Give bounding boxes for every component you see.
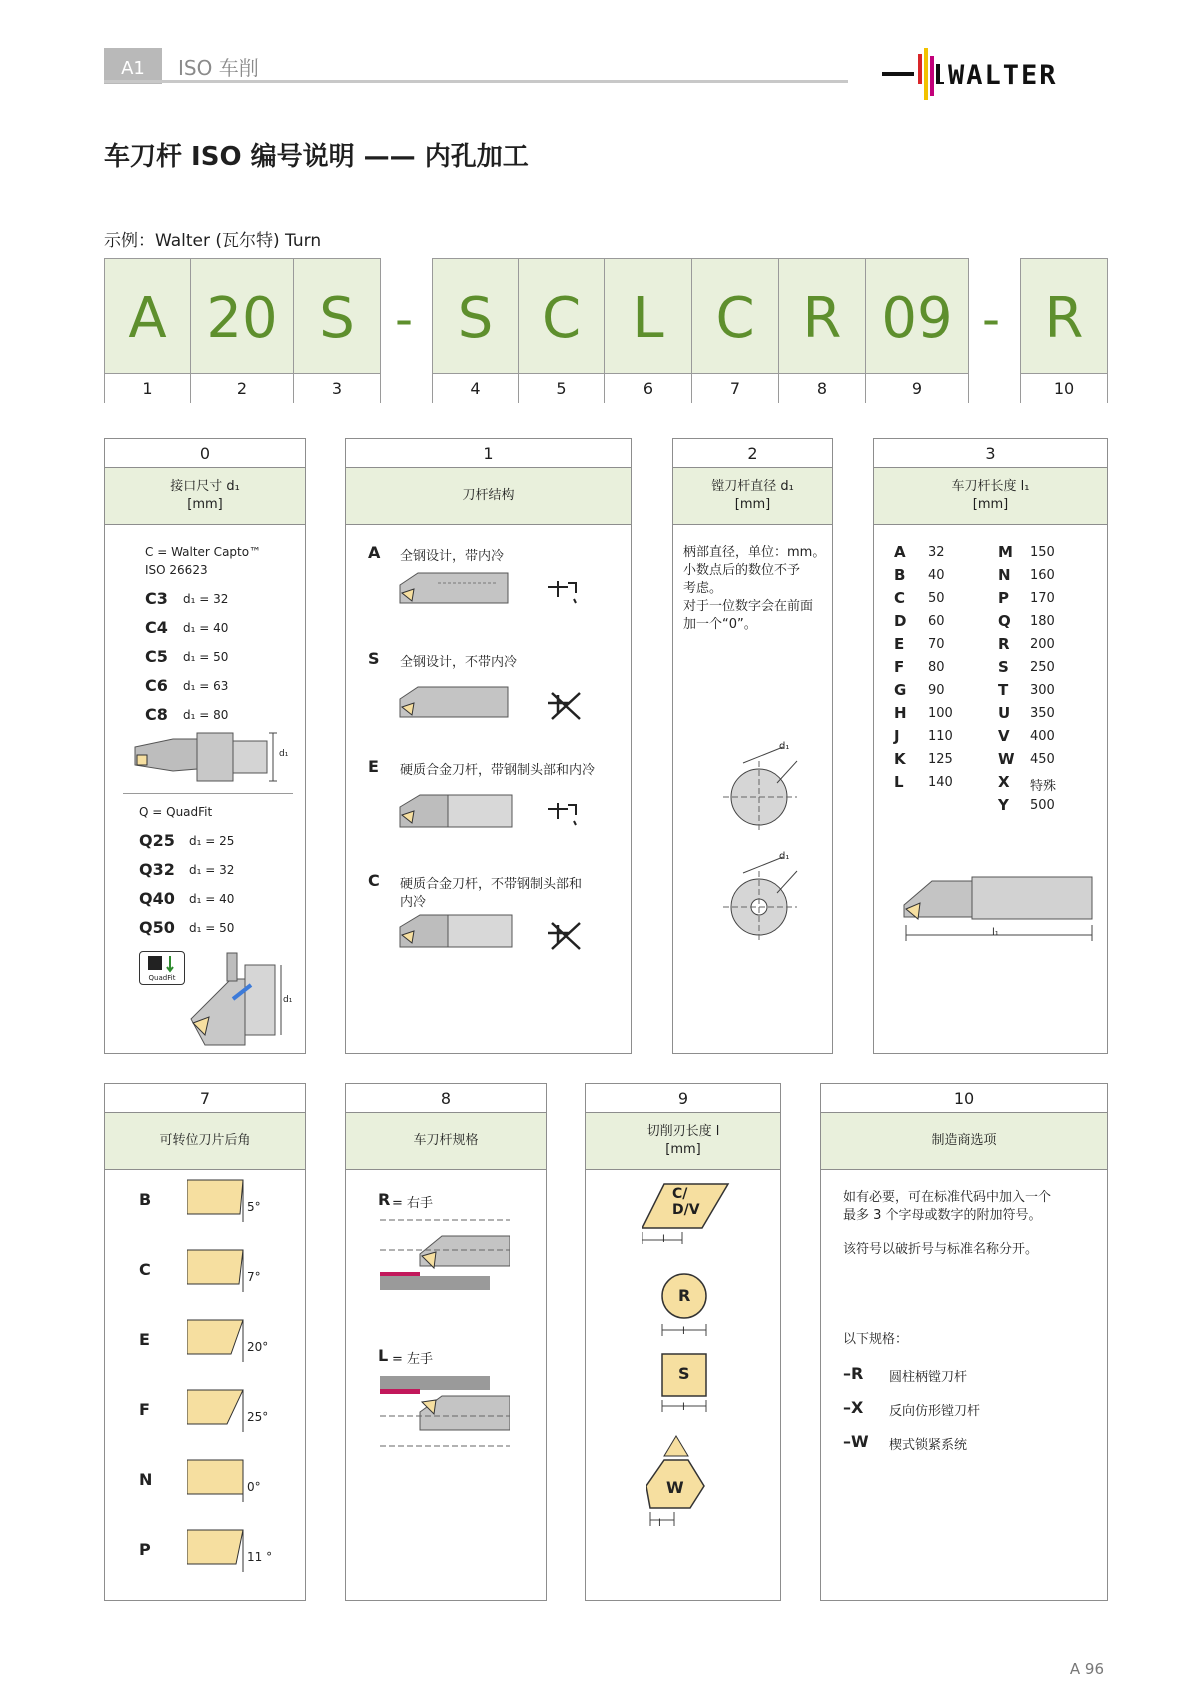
panel-number: 1: [346, 439, 631, 468]
code-num: 7: [692, 374, 778, 403]
right-hand-illustration: [380, 1214, 510, 1294]
code-char: S: [294, 259, 380, 374]
length-code: Y: [998, 796, 1009, 814]
length-code: R: [998, 635, 1010, 653]
length-code: M: [998, 543, 1013, 561]
insert-shape-cdv: [642, 1182, 732, 1252]
length-value: 32: [928, 545, 945, 560]
length-code: U: [998, 704, 1011, 722]
panel-header-line2: [mm]: [665, 1142, 701, 1157]
insert-clearance-illustration: [187, 1316, 287, 1376]
panel-number: 10: [821, 1084, 1107, 1113]
code-box-6: [604, 258, 692, 403]
construction-text-line2: 内冷: [400, 895, 427, 910]
quadfit-logo-text: QuadFit: [148, 974, 176, 982]
clearance-code: C: [139, 1260, 151, 1279]
length-value: 500: [1030, 798, 1055, 813]
quadfit-logo: [139, 951, 185, 985]
bar-with-coolant-illustration: [398, 563, 588, 617]
code-num: 8: [779, 374, 865, 403]
clearance-code: F: [139, 1400, 150, 1419]
panel-header-line2: [mm]: [187, 497, 223, 512]
length-value: 200: [1030, 637, 1055, 652]
quad-code: Q40: [139, 889, 175, 908]
option-code: –X: [843, 1398, 864, 1417]
quadfit-note: Q = QuadFit: [139, 805, 213, 819]
right-hand-code: R: [378, 1190, 391, 1209]
clearance-code: P: [139, 1540, 151, 1559]
panel-10-manufacturer-options: [820, 1083, 1108, 1601]
option-description: 最多 3 个字母或数字的附加符号。: [843, 1208, 1042, 1223]
clearance-code: E: [139, 1330, 150, 1349]
carbide-bar-with-coolant-illustration: [398, 785, 588, 839]
length-value: 300: [1030, 683, 1055, 698]
panel-number: 9: [586, 1084, 780, 1113]
construction-text: 全钢设计，带内冷: [400, 549, 505, 564]
option-text: 楔式锁紧系统: [889, 1438, 968, 1453]
code-num: 10: [1021, 374, 1107, 403]
length-value: 100: [928, 706, 953, 721]
quad-code: Q50: [139, 918, 175, 937]
code-char: 09: [866, 259, 968, 374]
panel-header-text: 刀杆结构: [462, 488, 515, 503]
panel-header-line2: [mm]: [734, 497, 771, 512]
length-value: 40: [928, 568, 945, 583]
shape-label-line1: C/: [672, 1186, 688, 1202]
length-code: Q: [998, 612, 1011, 630]
shape-label: [672, 1186, 700, 1218]
d1-label: d₁: [279, 749, 289, 759]
insert-shape-w: [646, 1434, 726, 1534]
code-box-2: [190, 258, 294, 403]
length-code: A: [894, 543, 906, 561]
panel-header: [346, 1113, 546, 1170]
code-box-5: [518, 258, 605, 403]
clearance-code: B: [139, 1190, 152, 1209]
code-num: 1: [105, 374, 190, 403]
hollow-bar-diameter-illustration: [713, 849, 813, 949]
capto-code: C3: [145, 589, 168, 608]
d1-label: d₁: [779, 851, 790, 862]
shape-label: S: [678, 1364, 690, 1383]
length-value: 250: [1030, 660, 1055, 675]
option-intro: 以下规格：: [843, 1332, 909, 1347]
clearance-code: N: [139, 1470, 153, 1489]
insert-shape-s: [652, 1352, 722, 1424]
code-box-3: [293, 258, 381, 403]
capto-value: d₁ = 63: [183, 679, 229, 693]
bar-length-illustration: [902, 865, 1102, 945]
panel-number: 2: [673, 439, 832, 468]
capto-holder-illustration: [133, 725, 293, 789]
clearance-angle-label: 5°: [247, 1200, 261, 1214]
panel-number: 7: [105, 1084, 305, 1113]
quad-code: Q32: [139, 860, 175, 879]
length-code: T: [998, 681, 1009, 699]
code-num: 5: [519, 374, 604, 403]
code-char: R: [779, 259, 865, 374]
length-value: 160: [1030, 568, 1055, 583]
insert-clearance-illustration: [187, 1246, 287, 1306]
code-char: R: [1021, 259, 1107, 374]
panel-7-clearance-angle: [104, 1083, 306, 1601]
quad-value: d₁ = 25: [189, 834, 235, 848]
construction-text: 全钢设计，不带内冷: [400, 655, 518, 670]
panel-header-line1: 接口尺寸 d₁: [170, 479, 240, 494]
length-code: C: [894, 589, 906, 607]
construction-code: E: [368, 757, 379, 776]
construction-code: A: [368, 543, 381, 562]
code-dash-1: -: [395, 290, 414, 348]
d1-label: d₁: [283, 995, 293, 1005]
capto-note: C = Walter Capto™: [145, 545, 262, 559]
panel-number: 3: [874, 439, 1107, 468]
panel-header: [105, 468, 305, 525]
capto-standard: ISO 26623: [145, 563, 208, 577]
l-label: l: [658, 1518, 661, 1529]
code-num: 2: [191, 374, 293, 403]
code-box-7: [691, 258, 779, 403]
capto-value: d₁ = 32: [183, 592, 229, 606]
option-text: 反向仿形镗刀杆: [889, 1404, 981, 1419]
option-code: –R: [843, 1364, 864, 1383]
construction-text: 硬质合金刀杆，不带钢制头部和: [400, 877, 583, 892]
length-value: 150: [1030, 545, 1055, 560]
description-line: 加一个“0”。: [683, 617, 757, 632]
page-number: A 96: [1069, 1660, 1104, 1678]
length-value: 特殊: [1030, 779, 1057, 794]
length-value: 400: [1030, 729, 1055, 744]
insert-clearance-illustration: [187, 1526, 287, 1586]
capto-value: d₁ = 50: [183, 650, 229, 664]
insert-clearance-illustration: [187, 1386, 287, 1446]
panel-2-bar-diameter: [672, 438, 833, 1054]
quad-value: d₁ = 40: [189, 892, 235, 906]
panel-header-line2: [mm]: [972, 497, 1009, 512]
length-value: 125: [928, 752, 953, 767]
insert-shape-r: [652, 1272, 722, 1344]
shape-label-line2: D/V: [672, 1202, 700, 1218]
length-value: 60: [928, 614, 945, 629]
code-box-1: [104, 258, 191, 403]
code-num: 3: [294, 374, 380, 403]
length-value: 50: [928, 591, 945, 606]
panel-header: [874, 468, 1107, 525]
quadfit-holder-illustration: [185, 949, 297, 1049]
construction-text: 硬质合金刀杆，带钢制头部和内冷: [400, 763, 596, 778]
construction-code: C: [368, 871, 380, 890]
left-hand-illustration: [380, 1372, 510, 1452]
capto-code: C6: [145, 676, 168, 695]
right-hand-text: = 右手: [392, 1196, 434, 1211]
l-label: l: [662, 1234, 665, 1245]
insert-clearance-illustration: [187, 1176, 287, 1236]
panel-number: 8: [346, 1084, 546, 1113]
walter-logo: [882, 44, 1108, 104]
panel-header-text: 可转位刀片后角: [159, 1133, 251, 1148]
solid-bar-diameter-illustration: [713, 739, 813, 839]
length-value: 110: [928, 729, 953, 744]
description-line: 小数点后的数位不予: [683, 563, 801, 578]
panel-9-cutting-edge-length: [585, 1083, 781, 1601]
length-code: H: [894, 704, 907, 722]
code-num: 9: [866, 374, 968, 403]
code-char: S: [433, 259, 518, 374]
panel-header-line1: 镗刀杆直径 d₁: [711, 479, 794, 494]
panel-3-bar-length: [873, 438, 1108, 1054]
section-title: ISO 车削: [178, 56, 259, 80]
length-code: V: [998, 727, 1010, 745]
shape-label: R: [678, 1286, 691, 1305]
length-code: P: [998, 589, 1009, 607]
capto-code: C4: [145, 618, 168, 637]
insert-clearance-illustration: [187, 1456, 287, 1516]
option-description: 如有必要，可在标准代码中加入一个: [843, 1190, 1052, 1205]
clearance-angle-label: 20°: [247, 1340, 269, 1354]
length-code: K: [894, 750, 906, 768]
length-value: 140: [928, 775, 953, 790]
capto-code: C8: [145, 705, 168, 724]
clearance-angle-label: 25°: [247, 1410, 269, 1424]
code-char: C: [692, 259, 778, 374]
length-value: 80: [928, 660, 945, 675]
l1-label: l₁: [992, 927, 999, 938]
clearance-angle-label: 7°: [247, 1270, 261, 1284]
panel-header-text: 制造商选项: [931, 1133, 997, 1148]
code-num: 6: [605, 374, 691, 403]
length-code: W: [998, 750, 1015, 768]
length-value: 90: [928, 683, 945, 698]
example-label: 示例：Walter (瓦尔特) Turn: [104, 231, 322, 251]
panel-header: [821, 1113, 1107, 1170]
code-box-4: [432, 258, 519, 403]
panel-1-holder-construction: [345, 438, 632, 1054]
left-hand-code: L: [378, 1346, 389, 1365]
panel-header-line1: 车刀杆长度 l₁: [951, 479, 1030, 494]
length-code: L: [894, 773, 904, 791]
length-value: 450: [1030, 752, 1055, 767]
construction-code: S: [368, 649, 380, 668]
length-value: 350: [1030, 706, 1055, 721]
panel-header: [105, 1113, 305, 1170]
length-code: J: [894, 727, 900, 745]
code-box-10: [1020, 258, 1108, 403]
clearance-angle-label: 11 °: [247, 1550, 273, 1564]
code-char: C: [519, 259, 604, 374]
length-value: 180: [1030, 614, 1055, 629]
description-line: 柄部直径，单位：mm。: [683, 545, 826, 560]
bar-without-coolant-illustration: [398, 675, 588, 729]
description-line: 考虑。: [683, 581, 723, 596]
panel-number: 0: [105, 439, 305, 468]
code-char: 20: [191, 259, 293, 374]
option-description: 该符号以破折号与标准名称分开。: [843, 1242, 1039, 1257]
code-char: L: [605, 259, 691, 374]
code-box-9: [865, 258, 969, 403]
clearance-angle-label: 0°: [247, 1480, 261, 1494]
code-num: 4: [433, 374, 518, 403]
header-rule: [104, 80, 848, 83]
panel-header: [586, 1113, 780, 1170]
shape-label: W: [666, 1478, 684, 1497]
length-code: G: [894, 681, 907, 699]
length-value: 70: [928, 637, 945, 652]
quad-value: d₁ = 32: [189, 863, 235, 877]
carbide-bar-without-coolant-illustration: [398, 905, 588, 959]
brand-name: WALTER: [948, 60, 1058, 91]
length-code: D: [894, 612, 907, 630]
code-box-8: [778, 258, 866, 403]
capto-value: d₁ = 40: [183, 621, 229, 635]
length-code: N: [998, 566, 1011, 584]
panel-header-text: 车刀杆规格: [413, 1133, 479, 1148]
capto-code: C5: [145, 647, 168, 666]
panel-header: [673, 468, 832, 525]
quad-code: Q25: [139, 831, 175, 850]
capto-value: d₁ = 80: [183, 708, 229, 722]
length-code: E: [894, 635, 905, 653]
length-code: F: [894, 658, 905, 676]
panel-0-interface-size: [104, 438, 306, 1054]
panel-divider: [123, 793, 293, 794]
page-title: 车刀杆 ISO 编号说明 —— 内孔加工: [104, 142, 529, 172]
l-label: l: [682, 1326, 685, 1337]
l-label: l: [682, 1402, 685, 1413]
code-char: A: [105, 259, 190, 374]
panel-header-line1: 切削刃长度 l: [646, 1124, 720, 1139]
length-value: 170: [1030, 591, 1055, 606]
option-code: –W: [843, 1432, 869, 1451]
panel-header: [346, 468, 631, 525]
code-dash-2: -: [982, 290, 1001, 348]
option-text: 圆柱柄镗刀杆: [889, 1370, 968, 1385]
panel-8-hand: [345, 1083, 547, 1601]
d1-label: d₁: [779, 741, 790, 752]
length-code: X: [998, 773, 1010, 791]
section-tab: A1: [104, 48, 162, 84]
length-code: B: [894, 566, 906, 584]
length-code: S: [998, 658, 1009, 676]
description-line: 对于一位数字会在前面: [683, 599, 814, 614]
left-hand-text: = 左手: [392, 1352, 434, 1367]
quad-value: d₁ = 50: [189, 921, 235, 935]
